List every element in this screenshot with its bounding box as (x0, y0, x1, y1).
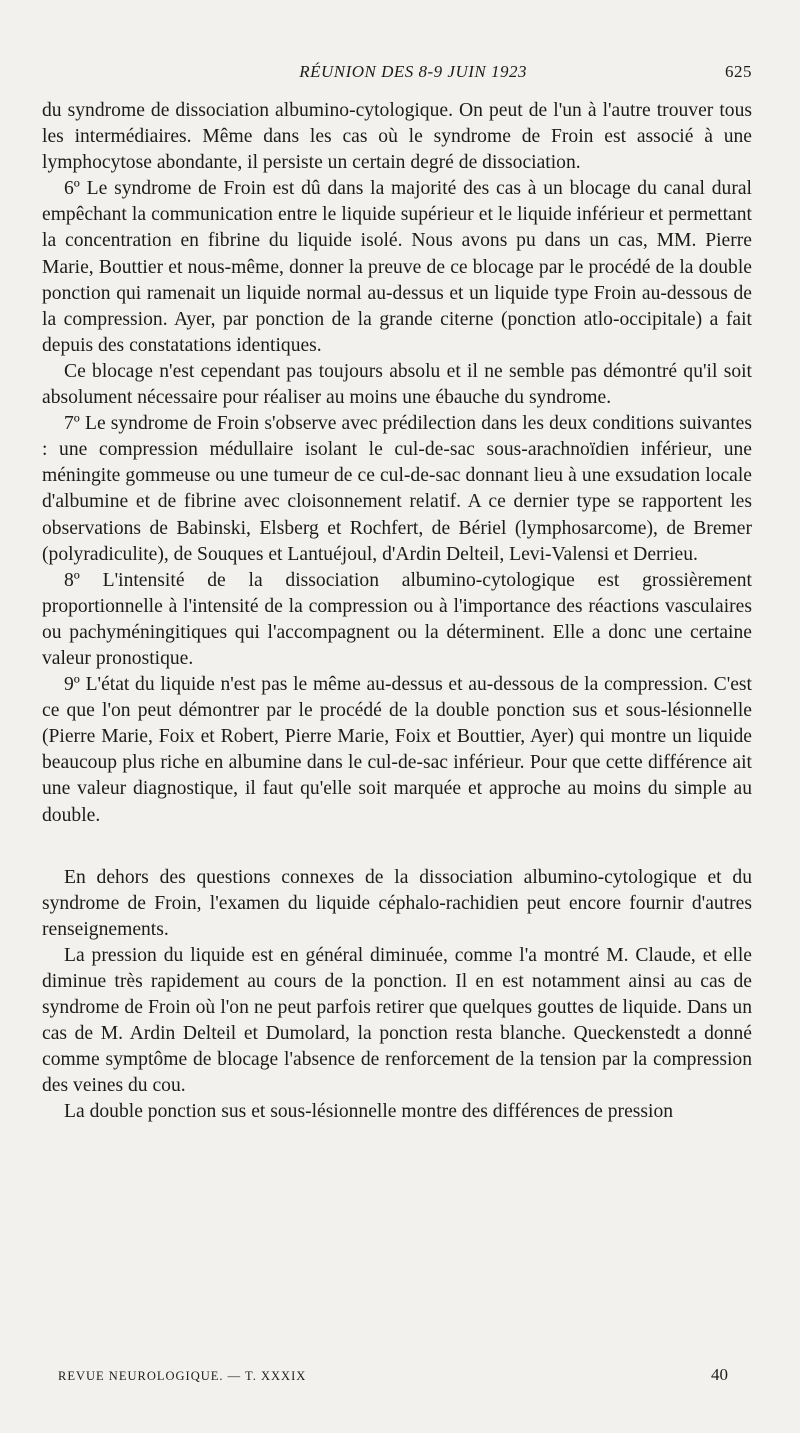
journal-name: REVUE NEUROLOGIQUE. — T. XXXIX (58, 1369, 307, 1383)
signature-mark: 40 (711, 1365, 728, 1384)
running-head (42, 62, 752, 86)
paragraph: 8º L'intensité de la dissociation albumino-cytologique est grossièrement proportionnelle à l'intensité de la compression ou à l'importance des réactions vasculaires ou pachyméningitiques qui l'accompagnent ou la déterminent. Elle a donc une certaine valeur pronostique. (42, 569, 752, 669)
running-title: RÉUNION DES 8-9 JUIN 1923 (299, 62, 527, 81)
paragraph: En dehors des questions connexes de la dissociation albumino-cytologique et du syndrome de Froin, l'examen du liquide céphalo-rachidien peut encore fournir d'autres renseignements. (42, 866, 752, 940)
paragraph: 7º Le syndrome de Froin s'observe avec prédilection dans les deux conditions suivantes : une compression médullaire isolant le cul-de-sac sous-arachnoïdien inférieur, une méningite gommeuse ou une tumeur de ce cul-de-sac donnant lieu à une exsudation locale d'albumine et de fibrine avec cloisonnement relatif. A ce dernier type se rapportent les observations de Babinski, Elsberg et Rochfert, de Bériel (lymphosarcome), de Bremer (polyradiculite), de Souques et Lantuéjoul, d'Ardin Delteil, Levi-Valensi et Derrieu. (42, 413, 752, 565)
paragraph: La double ponction sus et sous-lésionnelle montre des différences de pression (64, 1101, 674, 1123)
body-text (42, 98, 752, 1126)
paragraph: du syndrome de dissociation albumino-cytologique. On peut de l'un à l'autre trouver tous les intermédiaires. Même dans les cas où le syndrome de Froin est associé à une lymphocytose abondante, il persiste un certain degré de dissociation. (42, 100, 752, 174)
paragraph: Ce blocage n'est cependant pas toujours absolu et il ne semble pas démontré qu'il soit absolument nécessaire pour réaliser au moins une ébauche du syndrome. (42, 360, 752, 409)
paragraph: 6º Le syndrome de Froin est dû dans la majorité des cas à un blocage du canal dural empêchant la communication entre le liquide supérieur et le liquide inférieur et permettant la concentration en fibrine du liquide isolé. Nous avons pu dans un cas, MM. Pierre Marie, Bouttier et nous-même, donner la preuve de ce blocage par le procédé de la double ponction qui ramenait un liquide normal au-dessus et un liquide type Froin au-dessous de la compression. Ayer, par ponction de la grande citerne (ponction atlo-occipitale) a fait depuis des constatations identiques. (42, 178, 752, 356)
paragraph: 9º L'état du liquide n'est pas le même au-dessus et au-dessous de la compression. C'est ce que l'on peut démontrer par le procédé de la double ponction sus et sous-lésionnelle (Pierre Marie, Foix et Robert, Pierre Marie, Foix et Bouttier, Ayer) qui montre un liquide beaucoup plus riche en albumine dans le cul-de-sac inférieur. Pour que cette différence ait une valeur diagnostique, il faut qu'elle soit marquée et approche au moins du simple au double. (42, 674, 752, 826)
page-footer (58, 1365, 728, 1385)
paragraph: La pression du liquide est en général diminuée, comme l'a montré M. Claude, et elle diminue très rapidement au cours de la ponction. Il en est notamment ainsi au cas de syndrome de Froin où l'on ne peut parfois retirer que quelques gouttes de liquide. Dans un cas de M. Ardin Delteil et Dumolard, la ponction resta blanche. Queckenstedt a donné comme symptôme de blocage l'absence de renforcement de la tension par la compression des veines du cou. (42, 944, 752, 1097)
page-number: 625 (725, 62, 752, 81)
